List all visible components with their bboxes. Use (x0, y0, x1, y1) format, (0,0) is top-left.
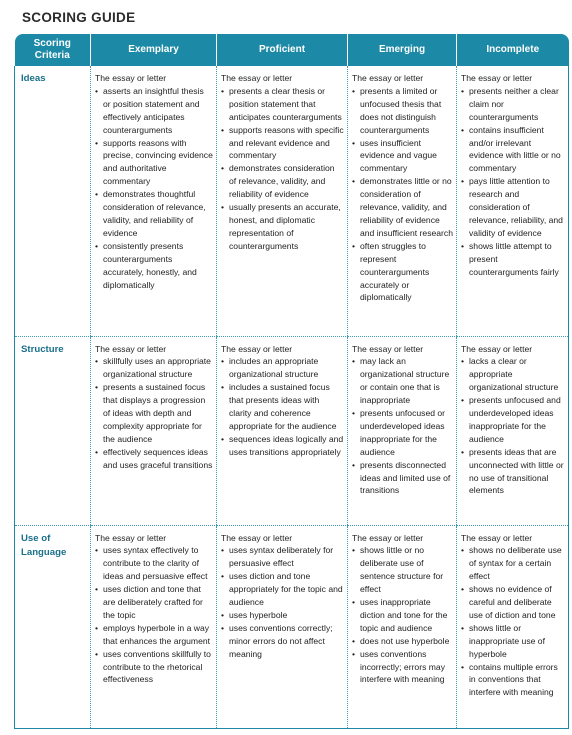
cell-exemplary (91, 336, 217, 525)
cell-proficient (217, 66, 348, 336)
cell-emerging (348, 66, 457, 336)
cell-intro: The essay or letter (95, 532, 167, 543)
criteria-item: • employs hyperbole in a way that enhances the argument (95, 622, 213, 648)
cell-intro: The essay or letter (461, 532, 533, 543)
criteria-list (352, 544, 453, 686)
criteria-list (95, 544, 213, 686)
criteria-item: • shows no evidence of careful and deliberate use of diction and tone (461, 583, 565, 622)
cell-intro: The essay or letter (461, 343, 533, 354)
criteria-item: • uses syntax deliberately for persuasive effect (221, 544, 344, 570)
cell-proficient (217, 336, 348, 525)
criteria-item: • demonstrates little or no consideration of relevance, validity, and reliability of evidence and insufficient research (352, 175, 453, 240)
criteria-item: • lacks a clear or appropriate organizational structure (461, 355, 565, 394)
rubric-row (15, 336, 569, 525)
criterion-label: Ideas (15, 66, 91, 336)
cell-intro: The essay or letter (352, 343, 424, 354)
page-title: SCORING GUIDE (22, 10, 136, 25)
criteria-item: • includes an appropriate organizational structure (221, 355, 344, 381)
rubric-row (15, 525, 569, 728)
cell-exemplary (91, 66, 217, 336)
criteria-item: • supports reasons with specific and relevant evidence and commentary (221, 124, 344, 163)
criteria-list (461, 85, 565, 279)
header-proficient: Proficient (217, 34, 348, 66)
criteria-item: • demonstrates consideration of relevance, validity, and reliability of evidence (221, 162, 344, 201)
criteria-item: • presents ideas that are unconnected with little or no use of transitional elements (461, 446, 565, 498)
rubric-row (15, 66, 569, 336)
cell-intro: The essay or letter (352, 532, 424, 543)
criteria-item: • uses insufficient evidence and vague commentary (352, 137, 453, 176)
criteria-item: • usually presents an accurate, honest, and diplomatic representation of counterarguments (221, 201, 344, 253)
cell-emerging (348, 336, 457, 525)
cell-intro: The essay or letter (95, 73, 167, 83)
scoring-guide-table (14, 34, 569, 729)
criteria-item: • shows little or no deliberate use of sentence structure for effect (352, 544, 453, 596)
criteria-item: • presents a limited or unfocused thesis that does not distinguish counterarguments (352, 85, 453, 137)
criteria-item: • demonstrates thoughtful consideration of relevance, validity, and reliability of evidence (95, 188, 213, 240)
cell-intro: The essay or letter (221, 532, 293, 543)
cell-exemplary (91, 525, 217, 728)
criteria-item: • asserts an insightful thesis or position statement and effectively anticipates counterarguments (95, 85, 213, 137)
criteria-item: • presents a sustained focus that displays a progression of ideas with depth and complexity appropriate for the audience (95, 381, 213, 446)
criteria-item: • effectively sequences ideas and uses graceful transitions (95, 446, 213, 472)
cell-incomplete (457, 66, 569, 336)
cell-intro: The essay or letter (95, 343, 167, 354)
criteria-item: • sequences ideas logically and uses transitions appropriately (221, 433, 344, 459)
cell-proficient (217, 525, 348, 728)
criteria-item: • contains insufficient and/or irrelevant evidence with little or no commentary (461, 124, 565, 176)
criteria-list (352, 85, 453, 304)
criteria-item: • uses conventions incorrectly; errors may interfere with meaning (352, 648, 453, 687)
criteria-item: • shows no deliberate use of syntax for a certain effect (461, 544, 565, 583)
criteria-item: • presents a clear thesis or position statement that anticipates counterarguments (221, 85, 344, 124)
criteria-item: • shows little attempt to present counterarguments fairly (461, 240, 565, 279)
criteria-item: • presents unfocused or underdeveloped ideas inappropriate for the audience (352, 407, 453, 459)
header-scoring-criteria: Scoring Criteria (15, 34, 91, 66)
criteria-item: • pays little attention to research and consideration of relevance, reliability, and validity of evidence (461, 175, 565, 240)
criteria-item: • supports reasons with precise, convincing evidence and authoritative commentary (95, 137, 213, 189)
cell-emerging (348, 525, 457, 728)
criteria-item: • uses diction and tone appropriately for the topic and audience (221, 570, 344, 609)
criteria-item: • skillfully uses an appropriate organizational structure (95, 355, 213, 381)
cell-incomplete (457, 525, 569, 728)
criteria-item: • uses conventions skillfully to contribute to the rhetorical effectiveness (95, 648, 213, 687)
cell-intro: The essay or letter (352, 73, 424, 83)
criteria-list (221, 355, 344, 458)
criteria-list (221, 85, 344, 253)
header-exemplary: Exemplary (91, 34, 217, 66)
criteria-list (221, 544, 344, 660)
criteria-list (352, 355, 453, 497)
criteria-list (95, 355, 213, 471)
criteria-item: • presents unfocused and underdeveloped ideas inappropriate for the audience (461, 394, 565, 446)
header-incomplete: Incomplete (457, 34, 569, 66)
cell-intro: The essay or letter (221, 343, 293, 354)
criteria-list (95, 85, 213, 292)
criterion-label: Use of Language (15, 525, 91, 728)
criteria-item: • consistently presents counterarguments accurately, honestly, and diplomatically (95, 240, 213, 292)
header-row (15, 34, 569, 66)
criteria-item: • may lack an organizational structure or contain one that is inappropriate (352, 355, 453, 407)
criteria-item: • uses syntax effectively to contribute to the clarity of ideas and persuasive effect (95, 544, 213, 583)
criteria-item: • uses hyperbole (221, 609, 344, 622)
criteria-list (461, 355, 565, 497)
criteria-item: • does not use hyperbole (352, 635, 453, 648)
criteria-item: • uses conventions correctly; minor errors do not affect meaning (221, 622, 344, 661)
cell-intro: The essay or letter (461, 73, 533, 83)
criteria-item: • contains multiple errors in conventions that interfere with meaning (461, 661, 565, 700)
criteria-item: • uses diction and tone that are deliberately crafted for the topic (95, 583, 213, 622)
criteria-item: • uses inappropriate diction and tone for the topic and audience (352, 596, 453, 635)
criterion-label: Structure (15, 336, 91, 525)
criteria-item: • shows little or inappropriate use of hyperbole (461, 622, 565, 661)
criteria-item: • presents disconnected ideas and limited use of transitions (352, 459, 453, 498)
criteria-item: • includes a sustained focus that presents ideas with clarity and coherence appropriate for the audience (221, 381, 344, 433)
criteria-item: • often struggles to represent counterarguments accurately or diplomatically (352, 240, 453, 305)
header-emerging: Emerging (348, 34, 457, 66)
cell-intro: The essay or letter (221, 73, 293, 83)
criteria-item: • presents neither a clear claim nor counterarguments (461, 85, 565, 124)
cell-incomplete (457, 336, 569, 525)
criteria-list (461, 544, 565, 699)
